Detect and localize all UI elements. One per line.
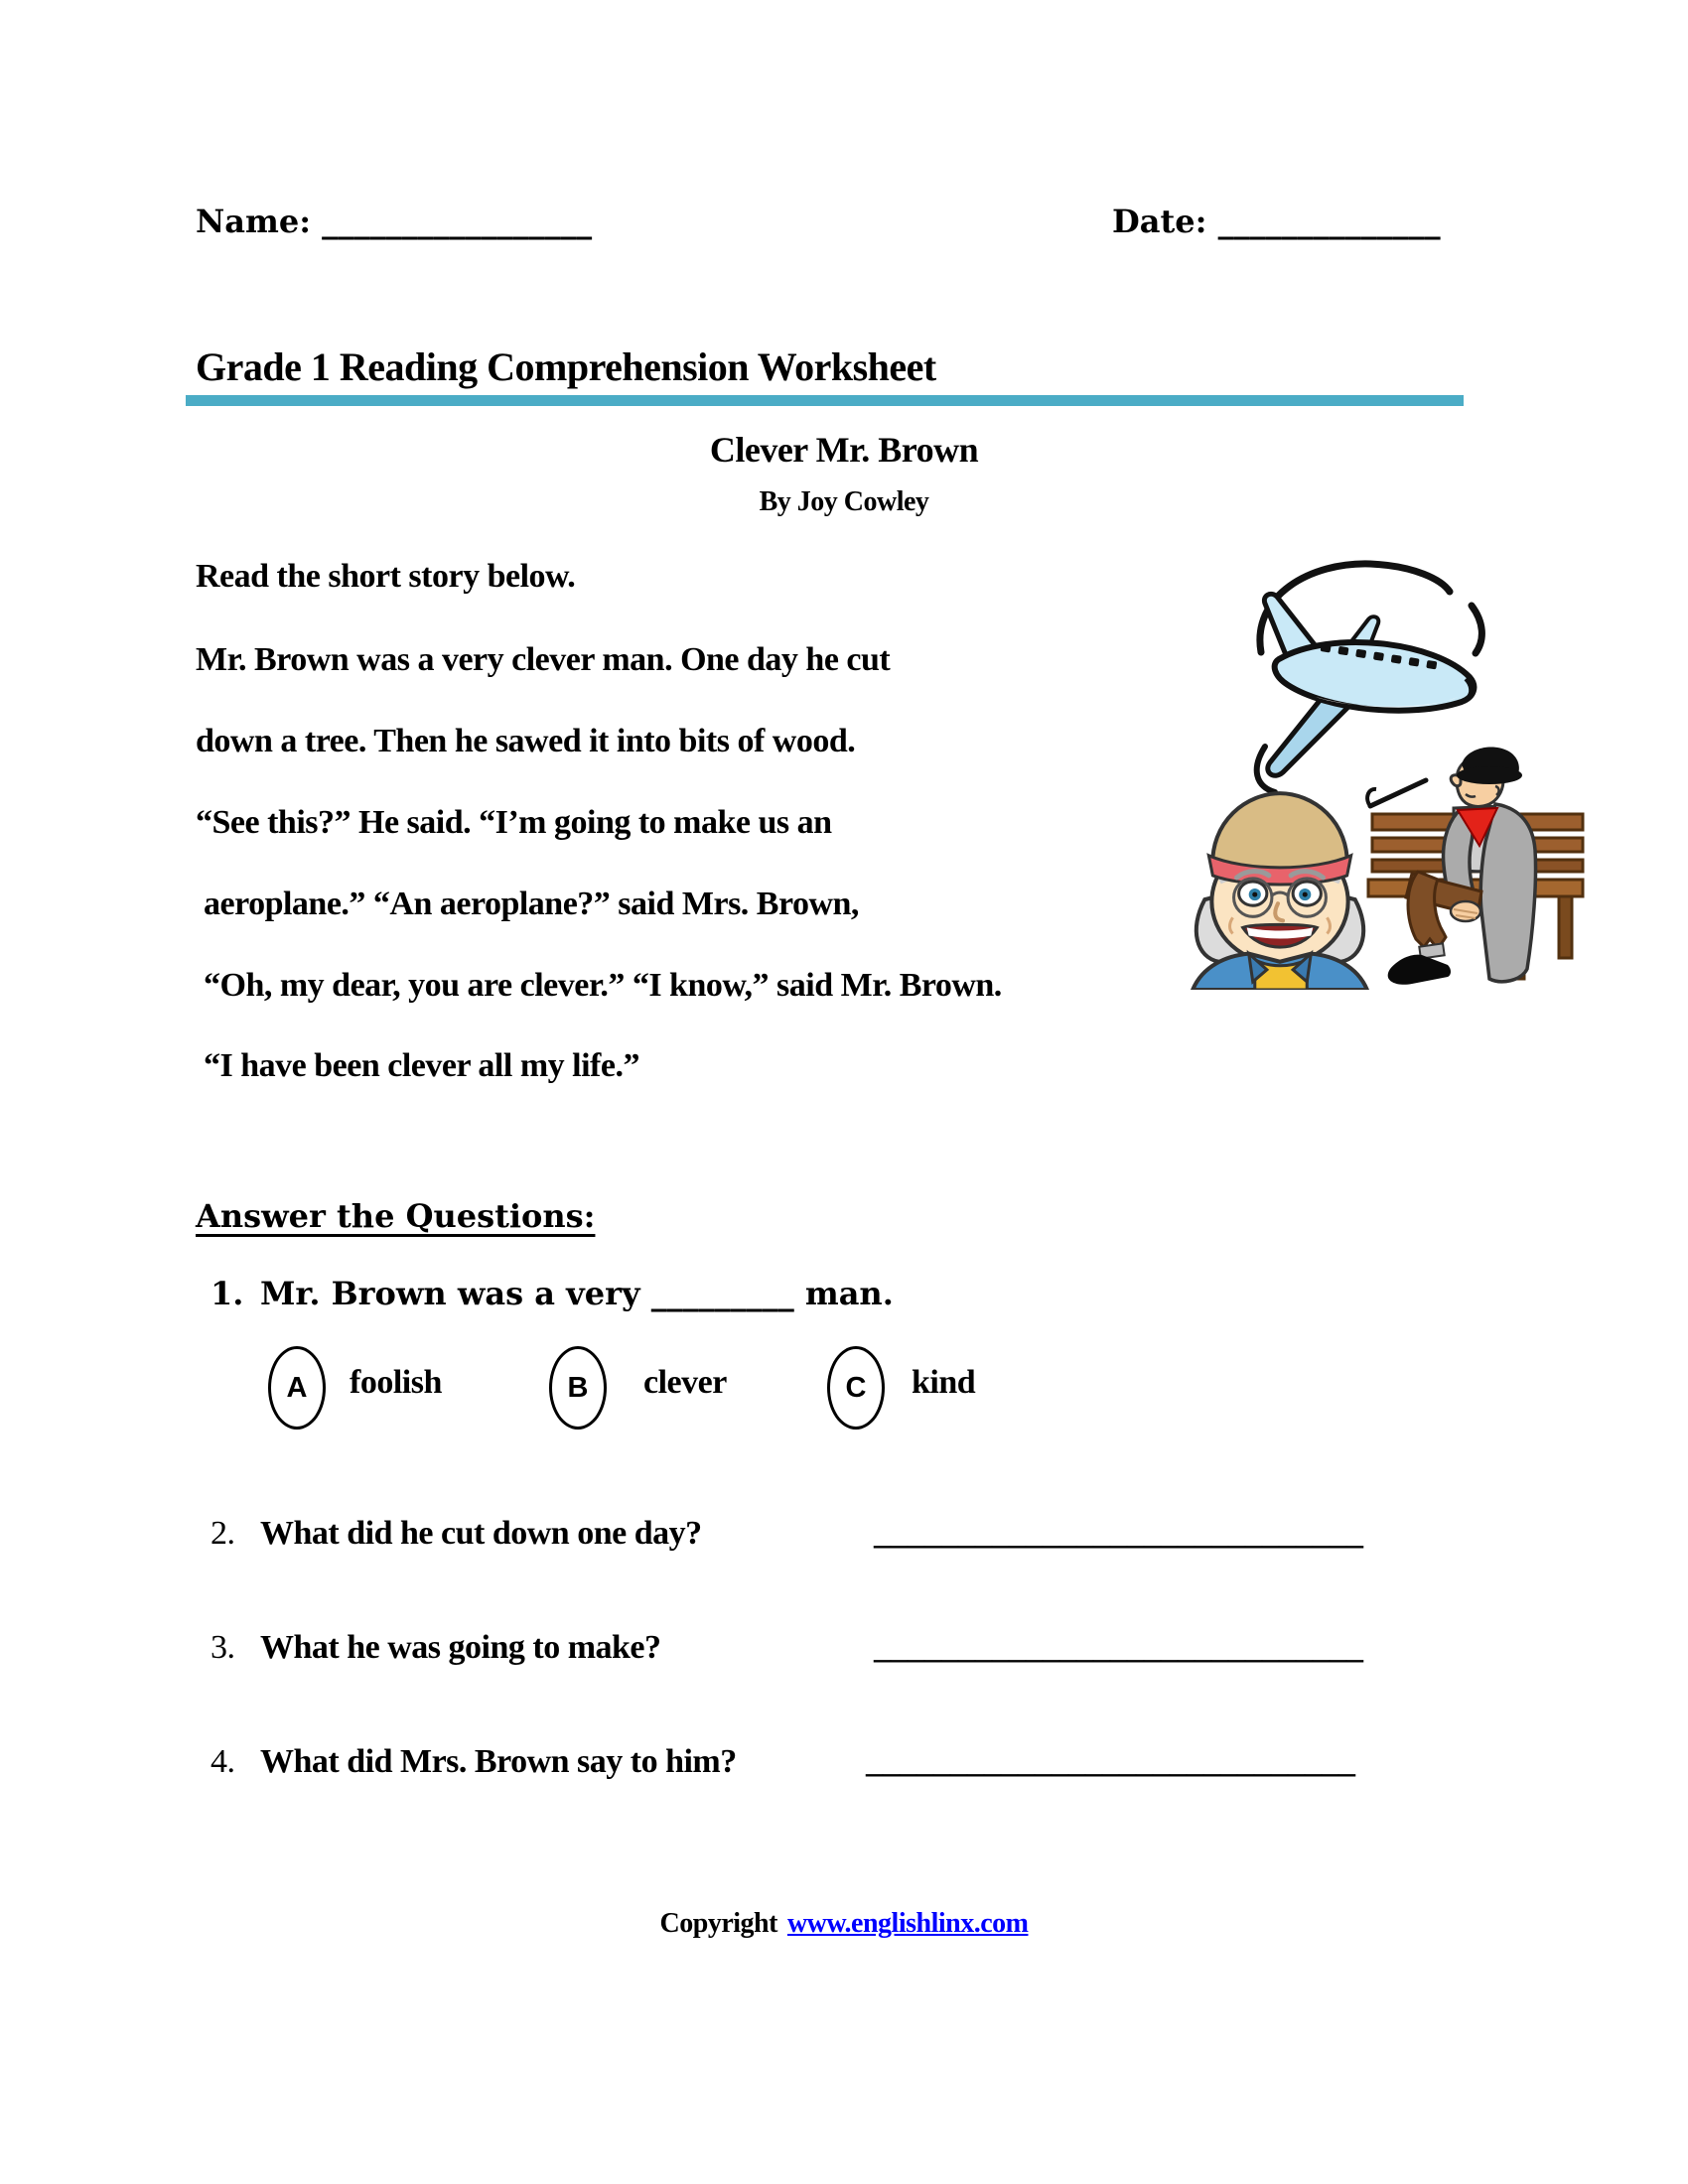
name-label: Name: <box>196 203 312 240</box>
date-row <box>1112 203 1441 240</box>
story-line: “Oh, my dear, you are clever.” “I know,” said Mr. Brown. <box>204 967 1002 1004</box>
man-on-bench-clipart <box>1362 743 1589 989</box>
man-on-bench-icon <box>1362 743 1589 989</box>
worksheet-heading: Grade 1 Reading Comprehension Worksheet <box>196 344 936 389</box>
question-3-number: 3. <box>211 1629 235 1666</box>
option-b-circle[interactable] <box>549 1346 607 1430</box>
story-line: aeroplane.” “An aeroplane?” said Mrs. Brown, <box>204 886 859 922</box>
option-b-letter: B <box>567 1371 589 1404</box>
story-line: “I have been clever all my life.” <box>204 1047 639 1084</box>
story-byline: By Joy Cowley <box>759 486 929 517</box>
question-3-text: What he was going to make? <box>260 1629 661 1666</box>
story-line: “See this?” He said. “I’m going to make us an <box>196 804 832 841</box>
date-label: Date: <box>1112 203 1207 240</box>
englishlinx-link[interactable]: www.englishlinx.com <box>786 1908 1029 1939</box>
question-4-blank[interactable]: _____________________________ <box>866 1743 1355 1780</box>
option-c-label: kind <box>912 1364 976 1401</box>
heading-divider-rule <box>186 395 1464 406</box>
question-2-text: What did he cut down one day? <box>260 1515 702 1552</box>
option-a-letter: A <box>286 1371 308 1404</box>
answer-section-title: Answer the Questions: <box>196 1197 596 1235</box>
old-woman-icon <box>1175 779 1385 990</box>
question-2-number: 2. <box>211 1515 235 1552</box>
question-1-text-after: man. <box>804 1275 894 1312</box>
story-line: down a tree. Then he sawed it into bits of wood. <box>196 723 856 759</box>
option-c-letter: C <box>845 1371 867 1404</box>
question-1-number: 1. <box>211 1275 244 1312</box>
question-1-blank[interactable]: _________ <box>650 1275 794 1312</box>
copyright-label: Copyright <box>659 1908 777 1939</box>
question-1-text-before: Mr. Brown was a very <box>260 1275 640 1312</box>
option-c-circle[interactable] <box>827 1346 885 1430</box>
question-2-blank[interactable]: _____________________________ <box>874 1515 1363 1552</box>
option-a-label: foolish <box>350 1364 442 1401</box>
question-3-blank[interactable]: _____________________________ <box>874 1629 1363 1666</box>
footer <box>0 1908 1688 1940</box>
story-title: Clever Mr. Brown <box>709 430 979 470</box>
name-row <box>196 203 592 240</box>
date-blank[interactable]: ______________ <box>1217 203 1441 240</box>
question-4-number: 4. <box>211 1743 235 1780</box>
option-b-label: clever <box>643 1364 727 1401</box>
story-line: Mr. Brown was a very clever man. One day he cut <box>196 641 891 678</box>
story-instruction: Read the short story below. <box>196 558 576 595</box>
option-a-circle[interactable] <box>268 1346 326 1430</box>
question-1 <box>211 1275 894 1312</box>
grandma-clipart <box>1175 779 1385 990</box>
question-4-text: What did Mrs. Brown say to him? <box>260 1743 737 1780</box>
name-blank[interactable]: _________________ <box>322 203 593 240</box>
